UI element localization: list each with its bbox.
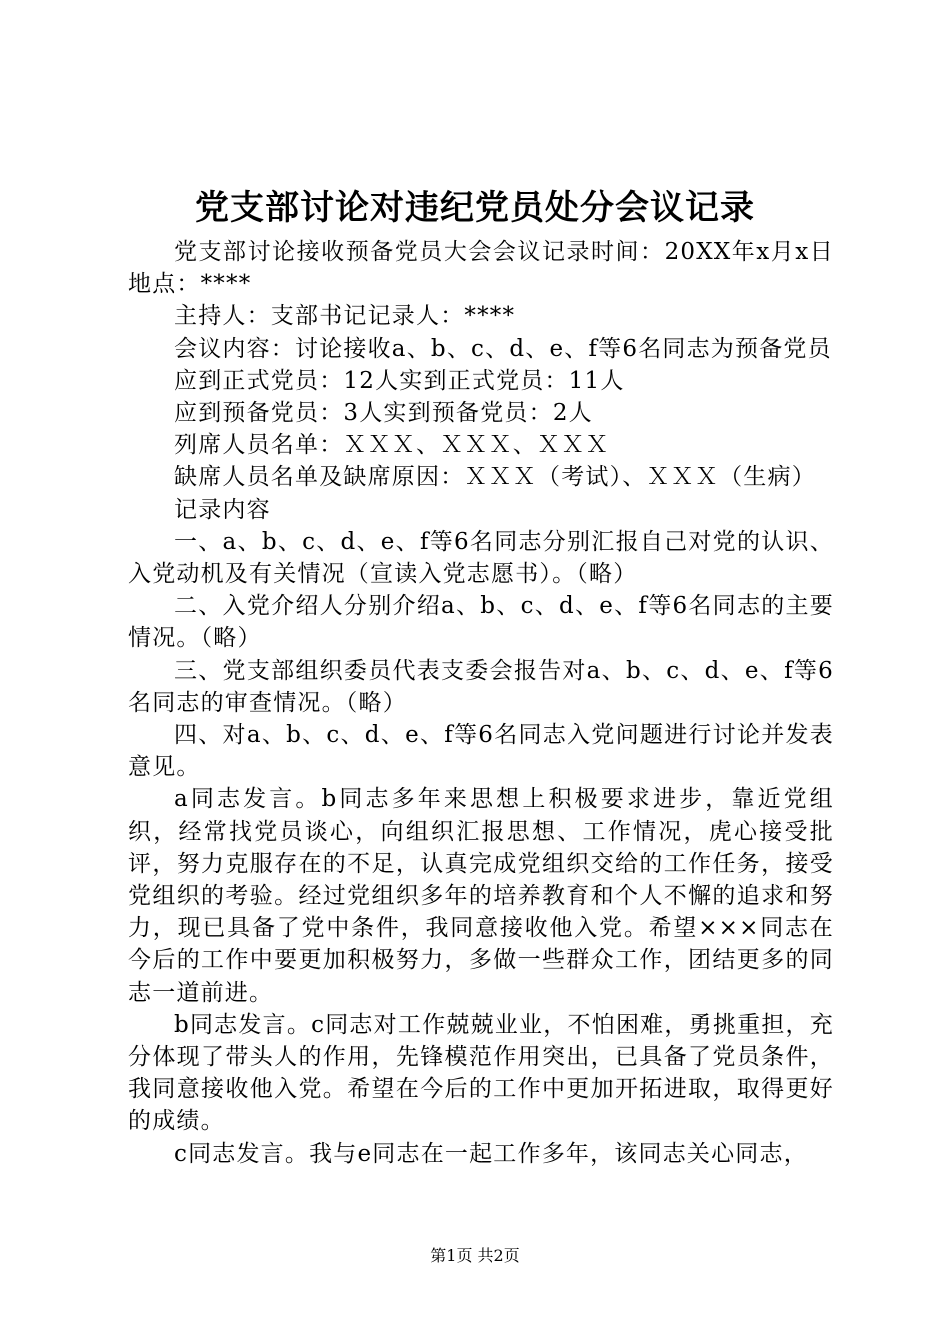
paragraph-formal-members: 应到正式党员：12人实到正式党员：11人 (174, 367, 625, 394)
paragraph-item-1: 一、a、b、c、d、e、f等6名同志分别汇报自己对党的认识、入党动机及有关情况（宣读入党志愿书）。（略） (128, 528, 834, 588)
paragraph-meeting-time: 党支部讨论接收预备党员大会会议记录时间：20XX年x月x日地点：**** (128, 239, 834, 298)
paragraph-speech-c: c同志发言。我与e同志在一起工作多年，该同志关心同志， (174, 1140, 808, 1167)
paragraph-host: 主持人：支部书记记录人：**** (174, 303, 516, 330)
paragraph-absentees: 缺席人员名单及缺席原因：ＸＸＸ（考试）、ＸＸＸ（生病） (174, 464, 816, 491)
paragraph-item-2: 二、入党介绍人分别介绍a、b、c、d、e、f等6名同志的主要情况。（略） (128, 593, 834, 652)
paragraph-item-4: 四、对a、b、c、d、e、f等6名同志入党问题进行讨论并发表意见。 (128, 722, 834, 781)
paragraph-attendees: 列席人员名单：ＸＸＸ、ＸＸＸ、ＸＸＸ (174, 432, 610, 459)
paragraph-meeting-content: 会议内容：讨论接收a、b、c、d、e、f等6名同志为预备党员 (174, 335, 832, 362)
paragraph-speech-b: b同志发言。c同志对工作兢兢业业，不怕困难，勇挑重担，充分体现了带头人的作用，先锋模范作用突出，已具备了党员条件，我同意接收他入党。希望在今后的工作中更加开拓进取，取得更好的成绩。 (128, 1011, 834, 1135)
paragraph-speech-a: a同志发言。b同志多年来思想上积极要求进步，靠近党组织，经常找党员谈心，向组织汇报思想、工作情况，虎心接受批评，努力克服存在的不足，认真完成党组织交给的工作任务，接受党组织的考验。经过党组织多年的培养教育和个人不懈的追求和努力，现已具备了党中条件，我同意接收他入党。希望×××同志在今后的工作中要更加积极努力，多做一些群众工作，团结更多的同志一道前进。 (128, 786, 834, 1006)
paragraph-record-heading: 记录内容 (174, 496, 271, 523)
paragraph-probationary-members: 应到预备党员：3人实到预备党员：2人 (174, 400, 593, 427)
document-title: 党支部讨论对违纪党员处分会议记录 (195, 188, 755, 228)
document-body (128, 236, 834, 1170)
paragraph-item-3: 三、党支部组织委员代表支委会报告对a、b、c、d、e、f等6名同志的审查情况。（略） (128, 657, 834, 716)
page-number: 第1页 共2页 (430, 1246, 520, 1265)
